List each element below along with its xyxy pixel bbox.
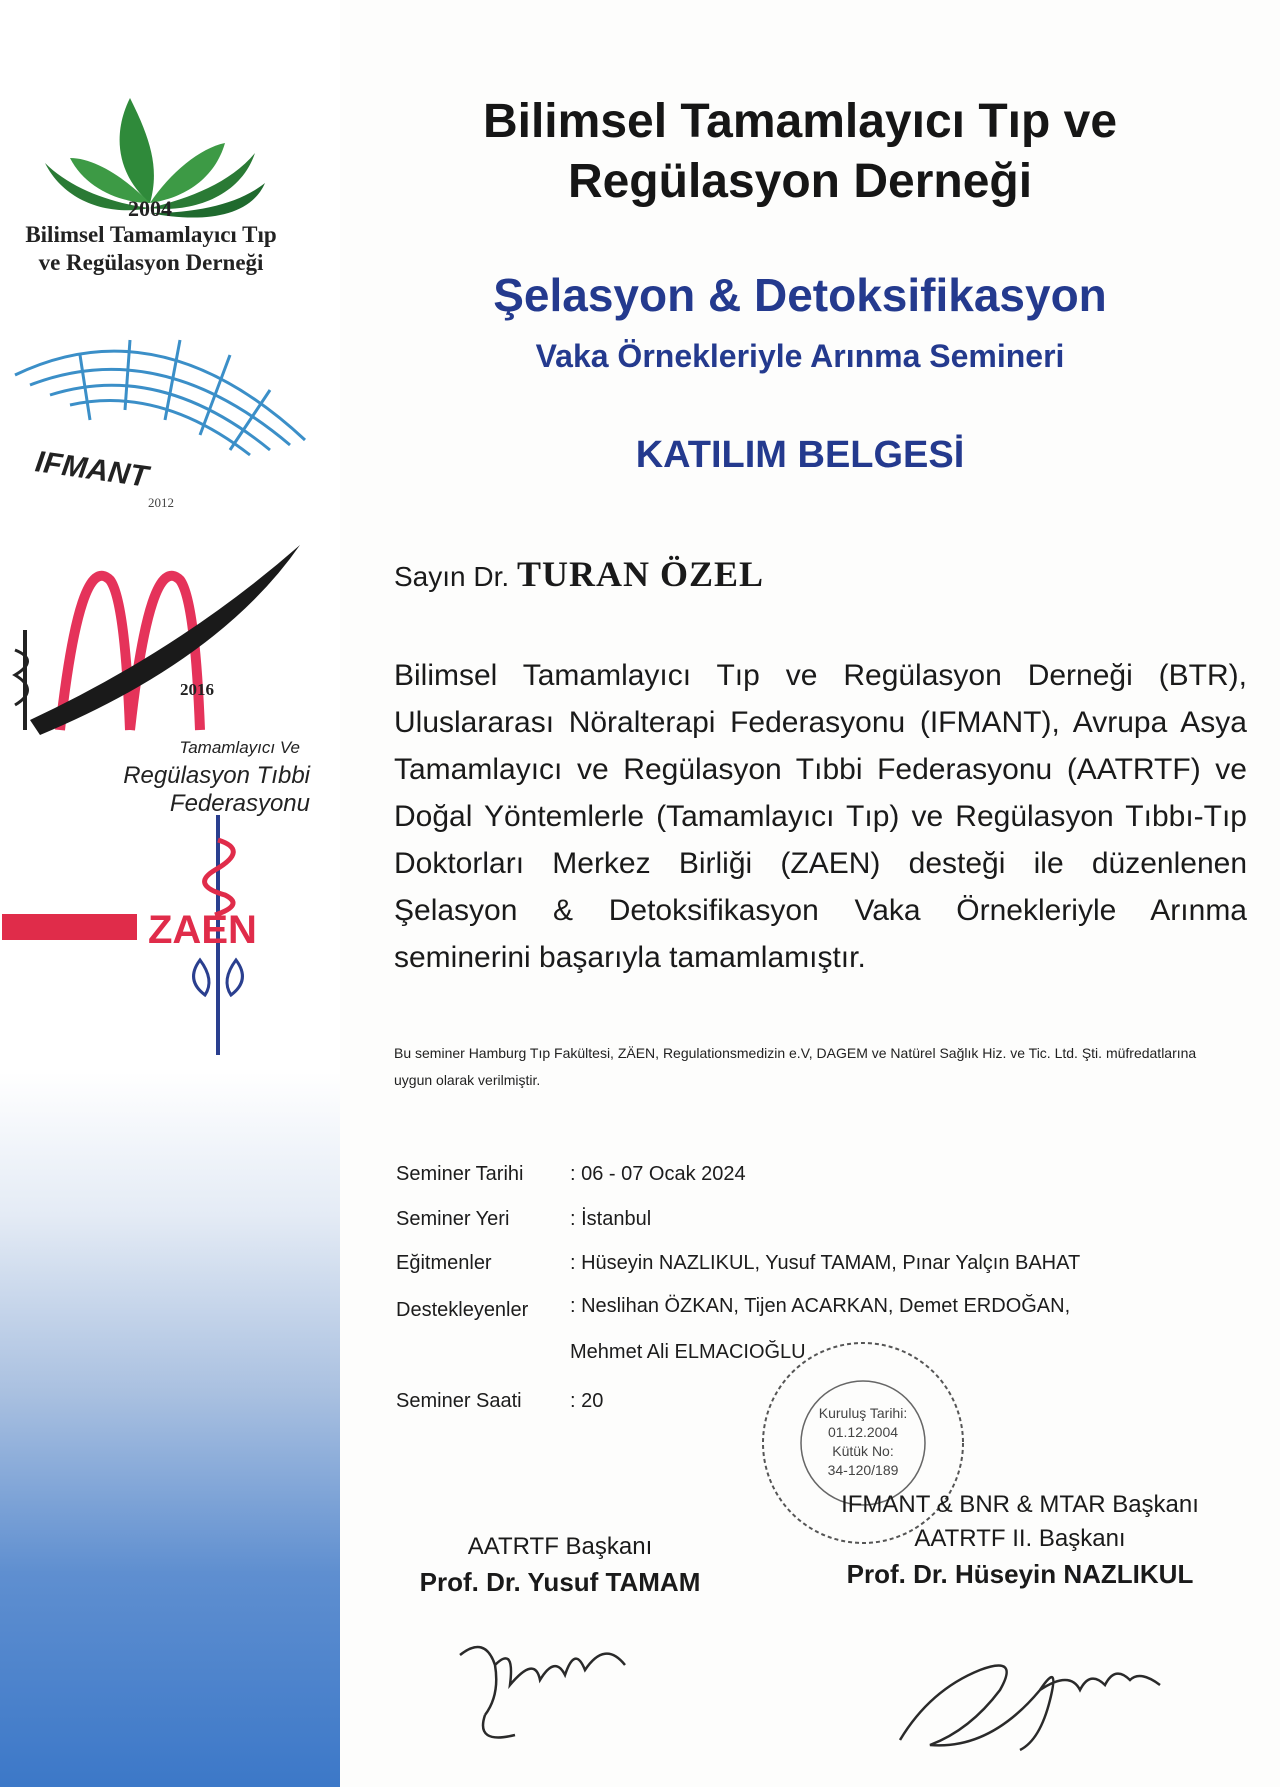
organization-title-line2: Regülasyon Derneği [567,155,1033,208]
aatrtf-logo-year: 2016 [180,680,214,699]
btr-logo-line1: Bilimsel Tamamlayıcı Tıp [25,222,277,247]
seminer-title: Şelasyon & Detoksifikasyon [493,269,1107,321]
detail-value-hours: : 20 [570,1390,604,1412]
signature-left-role: AATRTF Başkanı [467,1533,653,1560]
recipient-name: TURAN ÖZEL [516,554,764,594]
stamp-inner-text [808,1404,918,1480]
zaen-logo-name: ZAEN [148,908,257,952]
organization-title [400,92,1200,212]
curriculum-note: Bu seminer Hamburg Tıp Fakültesi, ZÄEN, Regulationsmedizin e.V, DAGEM ve Natürel Sağlık Hiz. ve Tic. Ltd. Şti. müfredatlarına uygun olarak verilmiştir. [394,1045,1197,1088]
ifmant-logo-name: IFMANT [33,445,151,494]
stamp-founding-label: Kuruluş Tarihi: [818,1405,908,1421]
recipient-line [394,553,764,595]
signature-left-handwriting [455,1625,645,1755]
signature-right-name: Prof. Dr. Hüseyin NAZLIKUL [846,1559,1194,1589]
recipient-salutation: Sayın Dr. [394,561,510,592]
btr-logo [0,88,300,278]
stamp-registry-label: Kütük No: [832,1443,894,1459]
detail-value-supporters-cont: Mehmet Ali ELMACIOĞLU [570,1341,806,1363]
signature-left-name: Prof. Dr. Yusuf TAMAM [419,1567,701,1597]
detail-label-date: Seminer Tarihi [396,1163,524,1185]
detail-label-supporters: Destekleyenler [396,1299,529,1321]
certificate-title: KATILIM BELGESİ [635,434,965,476]
detail-value-supporters: : Neslihan ÖZKAN, Tijen ACARKAN, Demet ERDOĞAN, [570,1295,1071,1317]
certificate-body: Bilimsel Tamamlayıcı Tıp ve Regülasyon Derneği (BTR), Uluslararası Nöralterapi Federasyonu (IFMANT), Avrupa Asya Tamamlayıcı ve Regülasyon Tıbbi Federasyonu (AATRTF) ve Doğal Yöntemlerle (Tamamlayıcı Tıp) ve Regülasyon Tıbbı-Tıp Doktorları Merkez Birliği (ZAEN) desteği ile düzenlenen Şelasyon & Detoksifikasyon Vaka Örnekleriyle Arınma seminerini başarıyla tamamlamıştır. [394,659,1247,974]
signature-right-role1: IFMANT & BNR & MTAR Başkanı [841,1491,1199,1518]
signature-right-role2: AATRTF II. Başkanı [914,1525,1126,1552]
zaen-logo [0,810,300,1070]
aatrtf-logo [0,540,310,817]
stamp-registry-number: 34-120/189 [827,1462,899,1478]
detail-value-place: : İstanbul [570,1208,652,1230]
ifmant-logo-year: 2012 [148,495,174,510]
btr-logo-line2: ve Regülasyon Derneği [38,250,264,275]
organization-title-line1: Bilimsel Tamamlayıcı Tıp ve [482,95,1118,148]
signature-block-left [400,1530,720,1600]
ifmant-logo [10,325,310,515]
signature-block-right [820,1488,1220,1592]
signature-right-handwriting [890,1630,1170,1760]
detail-label-place: Seminer Yeri [396,1208,510,1230]
detail-value-trainers: : Hüseyin NAZLIKUL, Yusuf TAMAM, Pınar Yalçın BAHAT [570,1252,1081,1274]
stamp-founding-date: 01.12.2004 [827,1424,899,1440]
aatrtf-logo-line2: Regülasyon Tıbbi Federasyonu [123,762,310,817]
aatrtf-logo-line1: Tamamlayıcı Ve [179,738,300,757]
detail-label-trainers: Eğitmenler [396,1252,492,1274]
detail-value-date: : 06 - 07 Ocak 2024 [570,1163,746,1185]
btr-logo-year: 2004 [128,196,172,221]
caduceus-arches-icon [0,540,310,740]
detail-label-hours: Seminer Saati [396,1390,522,1412]
seminer-subtitle: Vaka Örnekleriyle Arınma Semineri [535,338,1065,374]
globe-icon [10,325,310,465]
